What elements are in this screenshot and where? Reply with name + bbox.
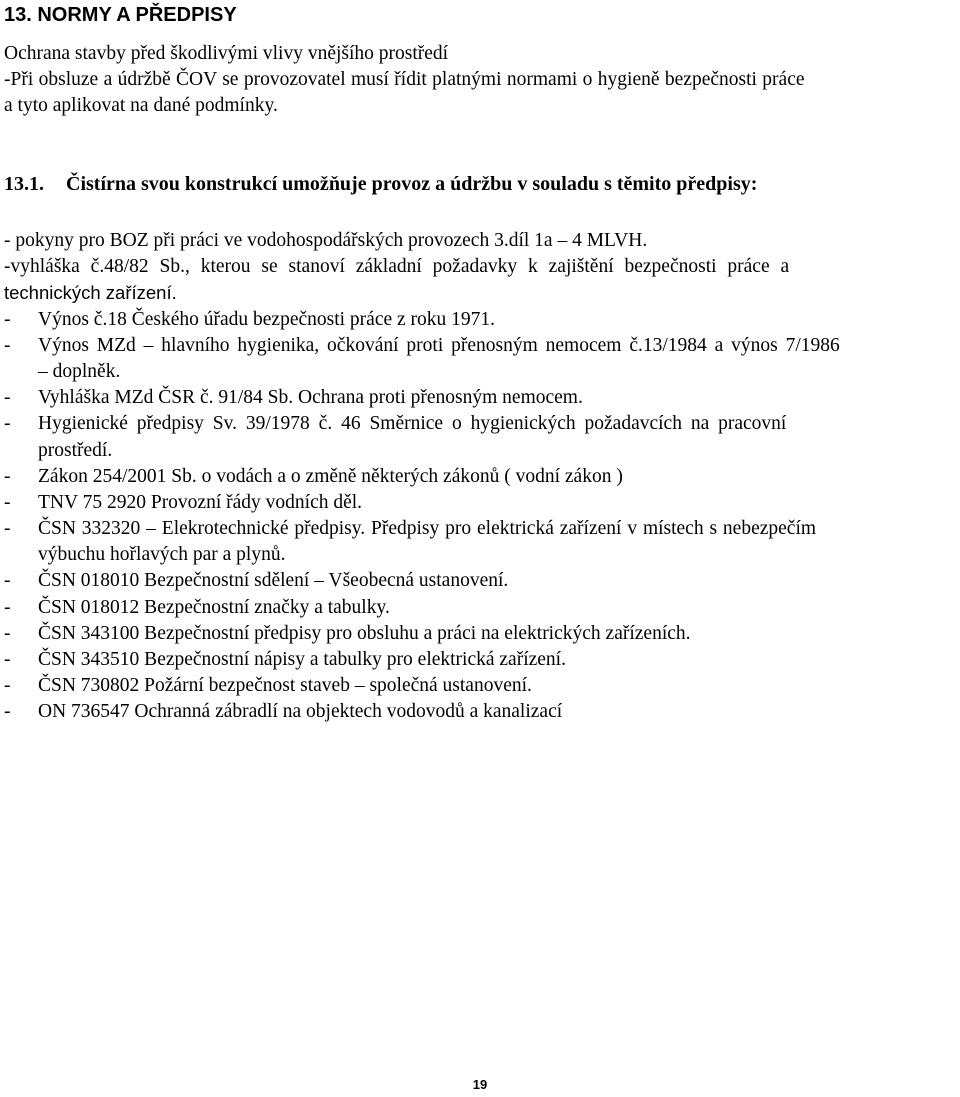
list-item-text: ČSN 730802 Požární bezpečnost staveb – společná ustanovení. (38, 675, 532, 697)
list-bullet: - (4, 413, 11, 435)
list-bullet: - (4, 675, 11, 697)
list-item-text: - pokyny pro BOZ při práci ve vodohospodářských provozech 3.díl 1a – 4 MLVH. (4, 230, 648, 251)
list-item-text: ČSN 332320 – Elekrotechnické předpisy. Předpisy pro elektrická zařízení v místech s nebezpečím (38, 518, 817, 540)
list-item (4, 411, 960, 437)
list-item-continuation (4, 359, 960, 385)
list-item-text: Hygienické předpisy Sv. 39/1978 č. 46 Směrnice o hygienických požadavcích na pracovní (38, 413, 787, 435)
list-item-continuation (4, 280, 960, 306)
list-bullet: - (4, 491, 11, 513)
list-bullet: - (4, 649, 11, 670)
list-item-continuation-text: prostředí. (38, 439, 113, 461)
list-bullet: - (4, 701, 11, 723)
list-bullet: - (4, 596, 11, 618)
list-bullet: - (4, 518, 11, 540)
list-item (4, 385, 960, 411)
list-item (4, 490, 960, 516)
list-item (4, 254, 960, 280)
intro-line-2: -Při obsluze a údržbě ČOV se provozovatel musí řídit platnými normami o hygieně bezpečnosti práce (4, 69, 805, 90)
list-item (4, 699, 960, 725)
intro-line-3: a tyto aplikovat na dané podmínky. (4, 95, 278, 116)
list-item-text: Výnos MZd – hlavního hygienika, očkování proti přenosným nemocem č.13/1984 a výnos 7/1986 (38, 334, 840, 356)
page-number: 19 (472, 1077, 488, 1092)
list-item (4, 621, 960, 647)
list-bullet: - (4, 387, 11, 409)
section-number: 13.1. (4, 173, 44, 195)
section-title: Čistírna svou konstrukcí umožňuje provoz a údržbu v souladu s těmito předpisy: (66, 173, 758, 195)
list-item (4, 647, 960, 673)
list-item-continuation (4, 542, 960, 568)
list-item (4, 228, 960, 254)
list-item-text: -vyhláška č.48/82 Sb., kterou se stanoví základní požadavky k zajištění bezpečnosti práce a (4, 256, 790, 278)
list-item-text: ON 736547 Ochranná zábradlí na objektech vodovodů a kanalizací (38, 701, 563, 723)
list-item-continuation-text: technických zařízení. (4, 282, 177, 304)
list-item-continuation-text: výbuchu hořlavých par a plynů. (38, 544, 286, 566)
list-item (4, 333, 960, 359)
list-bullet: - (4, 622, 11, 644)
list-bullet: - (4, 308, 11, 330)
list-item (4, 568, 960, 594)
list-item-text: TNV 75 2920 Provozní řády vodních děl. (38, 491, 363, 513)
list-item (4, 464, 960, 490)
list-item (4, 595, 960, 621)
list-bullet: - (4, 570, 11, 592)
list-item-text: ČSN 343100 Bezpečnostní předpisy pro obsluhu a práci na elektrických zařízeních. (38, 622, 691, 644)
list-item-text: Zákon 254/2001 Sb. o vodách a o změně některých zákonů ( vodní zákon ) (38, 465, 623, 487)
list-item-text: ČSN 343510 Bezpečnostní nápisy a tabulky pro elektrická zařízení. (38, 649, 566, 670)
chapter-heading: 13. NORMY A PŘEDPISY (4, 4, 237, 26)
list-item (4, 307, 960, 333)
section-heading (4, 173, 956, 196)
list-item-continuation (4, 438, 960, 464)
list-item-text: ČSN 018012 Bezpečnostní značky a tabulky. (38, 596, 390, 618)
regulations-list (4, 228, 960, 726)
list-item-continuation-text: – doplněk. (38, 360, 121, 382)
list-item-text: Výnos č.18 Českého úřadu bezpečnosti práce z roku 1971. (38, 308, 496, 330)
list-item (4, 673, 960, 699)
intro-line-1: Ochrana stavby před škodlivými vlivy vnějšího prostředí (4, 43, 449, 64)
list-bullet: - (4, 334, 11, 356)
list-item-text: ČSN 018010 Bezpečnostní sdělení – Všeobecná ustanovení. (38, 570, 509, 592)
list-bullet: - (4, 465, 11, 487)
list-item-text: Vyhláška MZd ČSR č. 91/84 Sb. Ochrana proti přenosným nemocem. (38, 387, 583, 409)
list-item (4, 516, 960, 542)
